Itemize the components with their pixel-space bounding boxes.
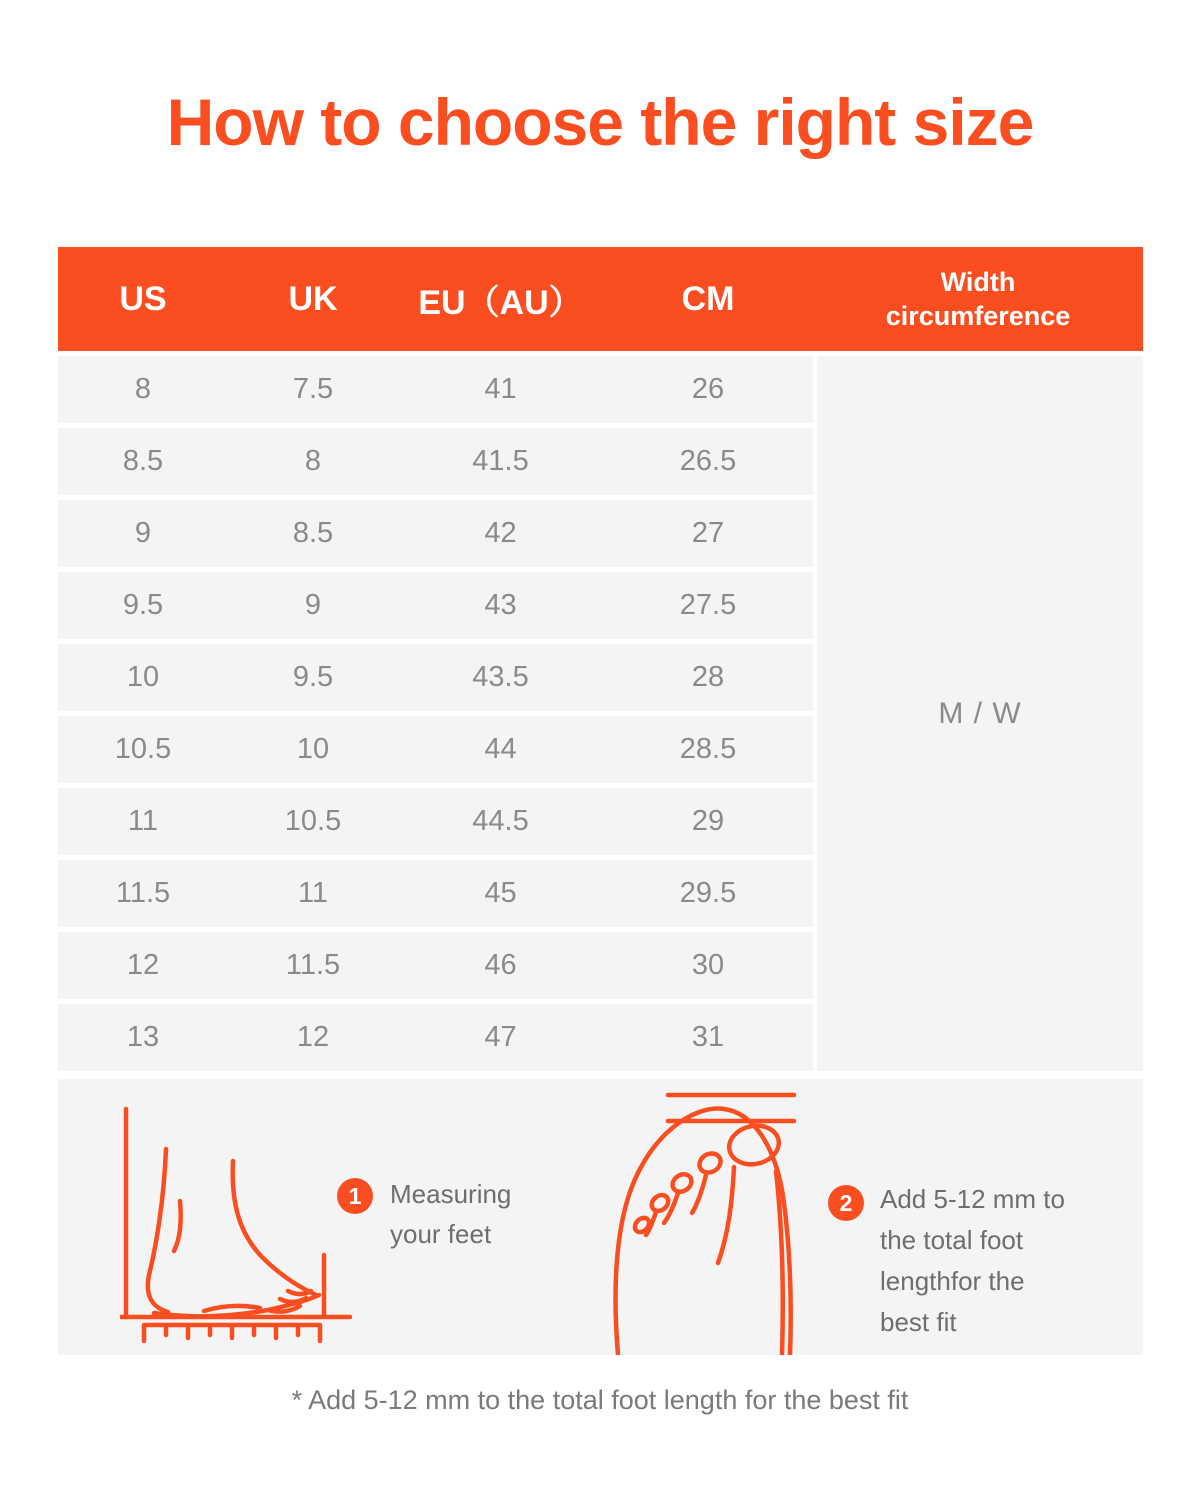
size-cell: 27.5 [679, 589, 737, 621]
size-cell: 12 [126, 949, 160, 981]
size-cell: 11.5 [285, 949, 341, 981]
page-title: How to choose the right size [166, 85, 1034, 159]
size-cell: 43.5 [472, 661, 529, 693]
step-text-line: the total foot [880, 1225, 1024, 1255]
table-row [58, 932, 813, 999]
footnote: * Add 5-12 mm to the total foot length for the best fit [291, 1385, 909, 1415]
size-cell: 46 [484, 949, 517, 981]
size-cell: 8.5 [122, 445, 164, 477]
table-body [58, 356, 1143, 1071]
size-cell: 29 [691, 805, 725, 837]
step-1-badge: 1 [337, 1178, 373, 1214]
step-2-text [880, 1179, 1065, 1343]
width-value-cell: M / W [817, 356, 1143, 1071]
size-cell: 13 [126, 1021, 160, 1053]
size-cell: 8 [134, 373, 152, 405]
column-header: CM [681, 279, 735, 318]
size-cell: 11.5 [115, 877, 171, 909]
foot-top-icon [606, 1085, 818, 1355]
foot-side-ruler-icon [120, 1105, 352, 1343]
table-row [58, 572, 813, 639]
size-cell: 11 [297, 877, 329, 909]
table-row [58, 1004, 813, 1071]
table-row [58, 500, 813, 567]
size-cell: 30 [691, 949, 725, 981]
size-cell: 44.5 [472, 805, 529, 837]
size-cell: 10.5 [284, 805, 342, 837]
size-cell: 44 [484, 733, 517, 765]
size-cell: 10 [296, 733, 330, 765]
size-cell: 28 [691, 661, 725, 693]
size-cell: 28.5 [679, 733, 737, 765]
table-row [58, 356, 813, 423]
step-2-badge: 2 [828, 1185, 864, 1221]
step-text-line: Measuring [390, 1179, 512, 1209]
header-columns [58, 247, 813, 351]
width-header-label: Width circumference [885, 267, 1071, 331]
table-header-row [58, 247, 1143, 351]
size-cell: 10.5 [114, 733, 172, 765]
size-chart-table [58, 247, 1143, 1355]
step-text-line: lengthfor the [880, 1266, 1025, 1296]
size-cell: 26.5 [679, 445, 737, 477]
size-cell: 8 [304, 445, 322, 477]
size-cell: 8.5 [292, 517, 334, 549]
size-cell: 43 [484, 589, 517, 621]
size-cell: 41 [484, 373, 517, 405]
size-cell: 41.5 [472, 445, 529, 477]
table-row [58, 428, 813, 495]
width-circumference-header [813, 247, 1143, 351]
size-cell: 47 [484, 1021, 517, 1053]
size-cell: 12 [296, 1021, 330, 1053]
size-cell: 42 [484, 517, 517, 549]
column-header: UK [288, 279, 338, 318]
step-1-text [390, 1174, 511, 1254]
column-header: EU（AU） [418, 283, 583, 322]
table-row [58, 644, 813, 711]
table-row [58, 860, 813, 927]
table-row [58, 788, 813, 855]
size-cell: 9.5 [122, 589, 164, 621]
step-text-line: best fit [880, 1307, 957, 1337]
step-text-line: Add 5-12 mm to [880, 1184, 1065, 1214]
size-cell: 9.5 [292, 661, 334, 693]
size-cell: 45 [484, 877, 517, 909]
size-cell: 9 [134, 517, 152, 549]
size-cell: 31 [691, 1021, 725, 1053]
column-header: US [119, 279, 167, 318]
table-rows [58, 356, 813, 1071]
size-cell: 10 [126, 661, 160, 693]
measuring-instructions [58, 1079, 1143, 1355]
table-row [58, 716, 813, 783]
size-cell: 9 [304, 589, 322, 621]
size-cell: 11 [127, 805, 159, 837]
step-text-line: your feet [390, 1219, 492, 1249]
size-cell: 7.5 [292, 373, 334, 405]
size-cell: 29.5 [679, 877, 737, 909]
size-cell: 26 [691, 373, 725, 405]
size-cell: 27 [691, 517, 725, 549]
